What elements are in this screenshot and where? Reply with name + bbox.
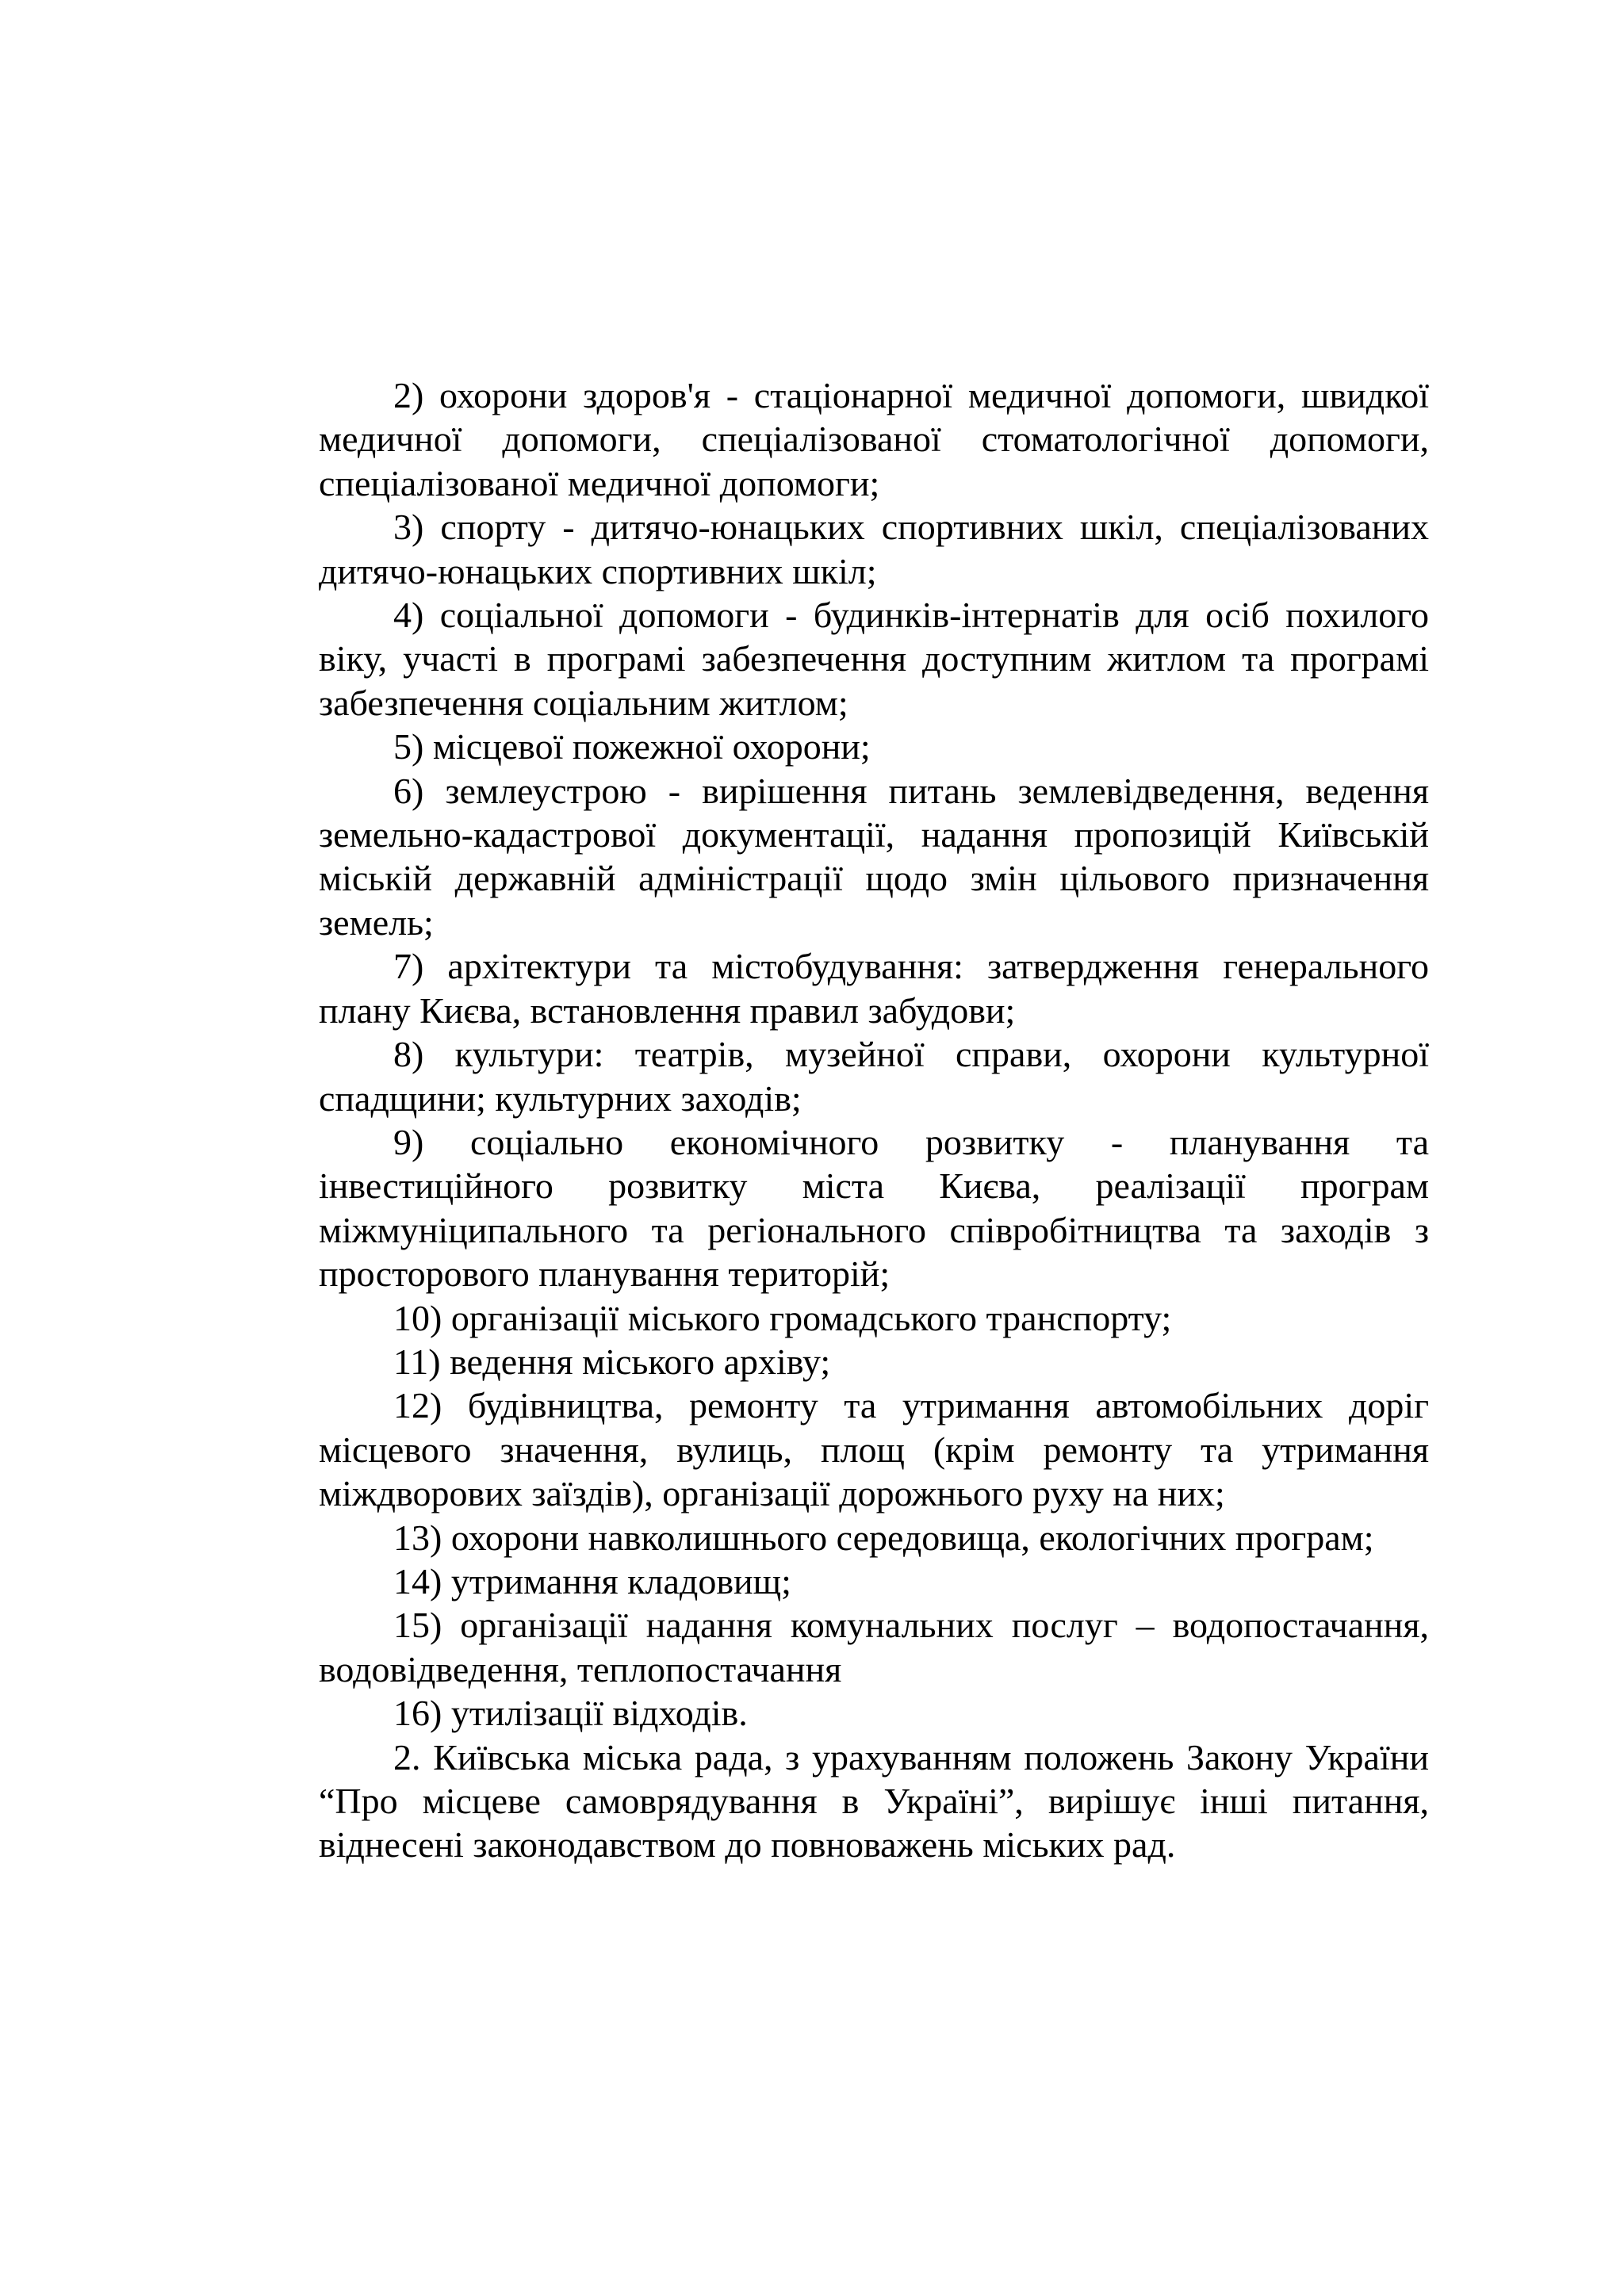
paragraph-section-2-other-powers: 2. Київська міська рада, з урахуванням положень Закону України “Про місцеве самоврядування в Україні”, вирішує інші питання, віднесені законодавством до повноважень міських рад.	[319, 1736, 1429, 1866]
paragraph-item-3-sport: 3) спорту - дитячо-юнацьких спортивних шкіл, спеціалізованих дитячо-юнацьких спортивних шкіл;	[319, 507, 1429, 591]
paragraph-item-9-economic-development: 9) соціально економічного розвитку - планування та інвестиційного розвитку міста Києва, реалізації програм міжмуніципального та регіонального співробітництва та заходів з просторового планування територій;	[319, 1121, 1429, 1295]
paragraph-item-10-public-transport: 10) організації міського громадського транспорту;	[393, 1297, 1172, 1338]
document-body	[319, 373, 1429, 1867]
paragraph-item-4-social-aid: 4) соціальної допомоги - будинків-інтернатів для осіб похилого віку, участі в програмі забезпечення доступним житлом та програмі забезпечення соціальним житлом;	[319, 595, 1429, 723]
paragraph-item-11-city-archive: 11) ведення міського архіву;	[393, 1341, 831, 1382]
paragraph-item-7-architecture: 7) архітектури та містобудування: затвердження генерального плану Києва, встановлення правил забудови;	[319, 946, 1429, 1031]
paragraph-item-16-waste: 16) утилізації відходів.	[393, 1693, 748, 1734]
paragraph-item-6-land-management: 6) землеустрою - вирішення питань землевідведення, ведення земельно-кадастрової документації, надання пропозицій Київській міській державній адміністрації щодо змін цільового призначення земель;	[319, 770, 1429, 943]
paragraph-item-8-culture: 8) культури: театрів, музейної справи, охорони культурної спадщини; культурних заходів;	[319, 1034, 1429, 1119]
paragraph-item-12-roads: 12) будівництва, ремонту та утримання автомобільних доріг місцевого значення, вулиць, площ (крім ремонту та утримання міждворових заїздів), організації дорожнього руху на них;	[319, 1385, 1429, 1514]
paragraph-item-15-utilities: 15) організації надання комунальних послуг – водопостачання, водовідведення, теплопостачання	[319, 1605, 1429, 1689]
paragraph-item-14-cemeteries: 14) утримання кладовищ;	[393, 1560, 791, 1601]
paragraph-item-5-fire-protection: 5) місцевої пожежної охорони;	[393, 726, 871, 767]
paragraph-item-2-health: 2) охорони здоров'я - стаціонарної медичної допомоги, швидкої медичної допомоги, спеціалізованої стоматологічної допомоги, спеціалізованої медичної допомоги;	[319, 375, 1429, 503]
paragraph-item-13-environment: 13) охорони навколишнього середовища, екологічних програм;	[393, 1517, 1374, 1558]
